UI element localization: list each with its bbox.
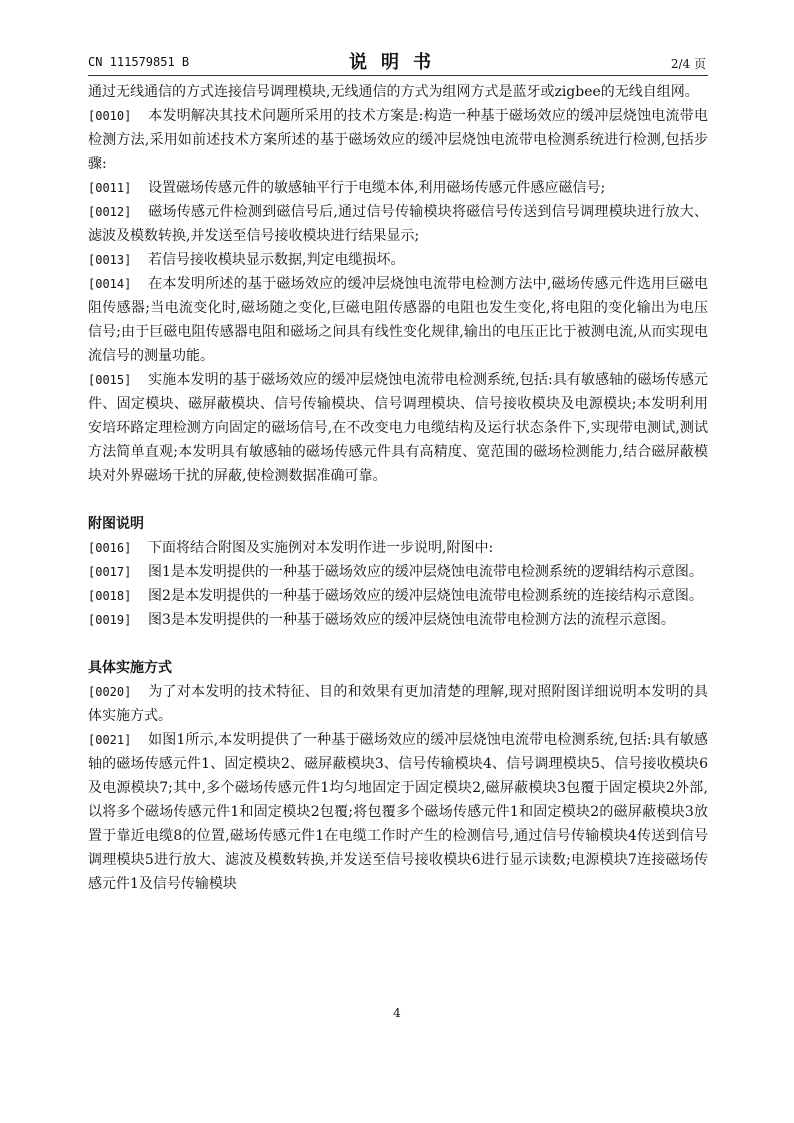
- paragraph-text: 若信号接收模块显示数据,判定电缆损坏。: [148, 252, 405, 268]
- paragraph: [88, 368, 708, 488]
- section-figures: [88, 536, 708, 632]
- paragraph-number: [0010]: [88, 109, 132, 123]
- document-title: 说明书: [349, 52, 445, 73]
- paragraph: [88, 80, 708, 104]
- paragraph: [88, 584, 708, 608]
- paragraph-number: [0017]: [88, 565, 132, 579]
- paragraph: [88, 104, 708, 176]
- paragraph: [88, 728, 708, 896]
- paragraph: [88, 608, 708, 632]
- paragraph: [88, 176, 708, 200]
- paragraph: [88, 536, 708, 560]
- paragraph-text: 磁场传感元件检测到磁信号后,通过信号传输模块将磁信号传送到信号调理模块进行放大、滤波及模数转换,并发送至信号接收模块进行结果显示;: [88, 204, 708, 244]
- paragraph-text: 本发明解决其技术问题所采用的技术方案是:构造一种基于磁场效应的缓冲层烧蚀电流带电检测方法,采用如前述技术方案所述的基于磁场效应的缓冲层烧蚀电流带电检测系统进行检测,包括步骤:: [88, 108, 708, 172]
- section-embodiments: [88, 680, 708, 896]
- header-divider: [88, 75, 708, 76]
- paragraph-text: 图1是本发明提供的一种基于磁场效应的缓冲层烧蚀电流带电检测系统的逻辑结构示意图。: [148, 564, 703, 580]
- section-heading-embodiments: 具体实施方式: [88, 660, 172, 676]
- section-heading-figures: 附图说明: [88, 516, 144, 532]
- document-body: [88, 80, 708, 896]
- paragraph: [88, 248, 708, 272]
- paragraph-number: [0016]: [88, 541, 132, 555]
- paragraph-text: 通过无线通信的方式连接信号调理模块,无线通信的方式为组网方式是蓝牙或zigbee的无线自组网。: [88, 84, 699, 100]
- paragraph-number: [0013]: [88, 253, 132, 267]
- paragraph: [88, 560, 708, 584]
- paragraph-number: [0014]: [88, 277, 132, 291]
- paragraph-number: [0012]: [88, 205, 132, 219]
- paragraph-number: [0011]: [88, 181, 132, 195]
- patent-number: CN 111579851 B: [88, 55, 190, 69]
- section-summary: [88, 80, 708, 488]
- paragraph-text: 在本发明所述的基于磁场效应的缓冲层烧蚀电流带电检测方法中,磁场传感元件选用巨磁电阻传感器;当电流变化时,磁场随之变化,巨磁电阻传感器的电阻也发生变化,将电阻的变化输出为电压信号;由于巨磁电阻传感器电阻和磁场之间具有线性变化规律,输出的电压正比于被测电流,从而实现电流信号的测量功能。: [88, 276, 708, 364]
- paragraph-number: [0020]: [88, 685, 132, 699]
- paragraph-number: [0018]: [88, 589, 132, 603]
- paragraph-text: 图2是本发明提供的一种基于磁场效应的缓冲层烧蚀电流带电检测系统的连接结构示意图。: [148, 588, 703, 604]
- paragraph-text: 设置磁场传感元件的敏感轴平行于电缆本体,利用磁场传感元件感应磁信号;: [148, 180, 606, 196]
- page-header: [88, 50, 706, 74]
- paragraph-text: 图3是本发明提供的一种基于磁场效应的缓冲层烧蚀电流带电检测方法的流程示意图。: [148, 612, 675, 628]
- paragraph-text: 如图1所示,本发明提供了一种基于磁场效应的缓冲层烧蚀电流带电检测系统,包括:具有敏感轴的磁场传感元件1、固定模块2、磁屏蔽模块3、信号传输模块4、信号调理模块5、信号接收模块6及电源模块7;其中,多个磁场传感元件1均匀地固定于固定模块2,磁屏蔽模块3包覆于固定模块2外部,以将多个磁场传感元件1和固定模块2包覆;将包覆多个磁场传感元件1和固定模块2的磁屏蔽模块3放置于靠近电缆8的位置,磁场传感元件1在电缆工作时产生的检测信号,通过信号传输模块4传送到信号调理模块5进行放大、滤波及模数转换,并发送至信号接收模块6进行显示读数;电源模块7连接磁场传感元件1及信号传输模块: [88, 732, 708, 892]
- paragraph-text: 下面将结合附图及实施例对本发明作进一步说明,附图中:: [148, 540, 494, 556]
- paragraph-text: 实施本发明的基于磁场效应的缓冲层烧蚀电流带电检测系统,包括:具有敏感轴的磁场传感元件、固定模块、磁屏蔽模块、信号传输模块、信号调理模块、信号接收模块及电源模块;本发明利用安培环路定理检测方向固定的磁场信号,在不改变电力电缆结构及运行状态条件下,实现带电测试,测试方法简单直观;本发明具有敏感轴的磁场传感元件具有高精度、宽范围的磁场检测能力,结合磁屏蔽模块对外界磁场干扰的屏蔽,使检测数据准确可靠。: [88, 372, 708, 484]
- paragraph-number: [0015]: [88, 373, 132, 387]
- paragraph: [88, 680, 708, 728]
- paragraph: [88, 272, 708, 368]
- paragraph-text: 为了对本发明的技术特征、目的和效果有更加清楚的理解,现对照附图详细说明本发明的具体实施方式。: [88, 684, 708, 724]
- paragraph-number: [0021]: [88, 733, 132, 747]
- paragraph: [88, 200, 708, 248]
- page-number: 4: [393, 1006, 401, 1020]
- page-info: 2/4 页: [670, 57, 706, 71]
- paragraph-number: [0019]: [88, 613, 132, 627]
